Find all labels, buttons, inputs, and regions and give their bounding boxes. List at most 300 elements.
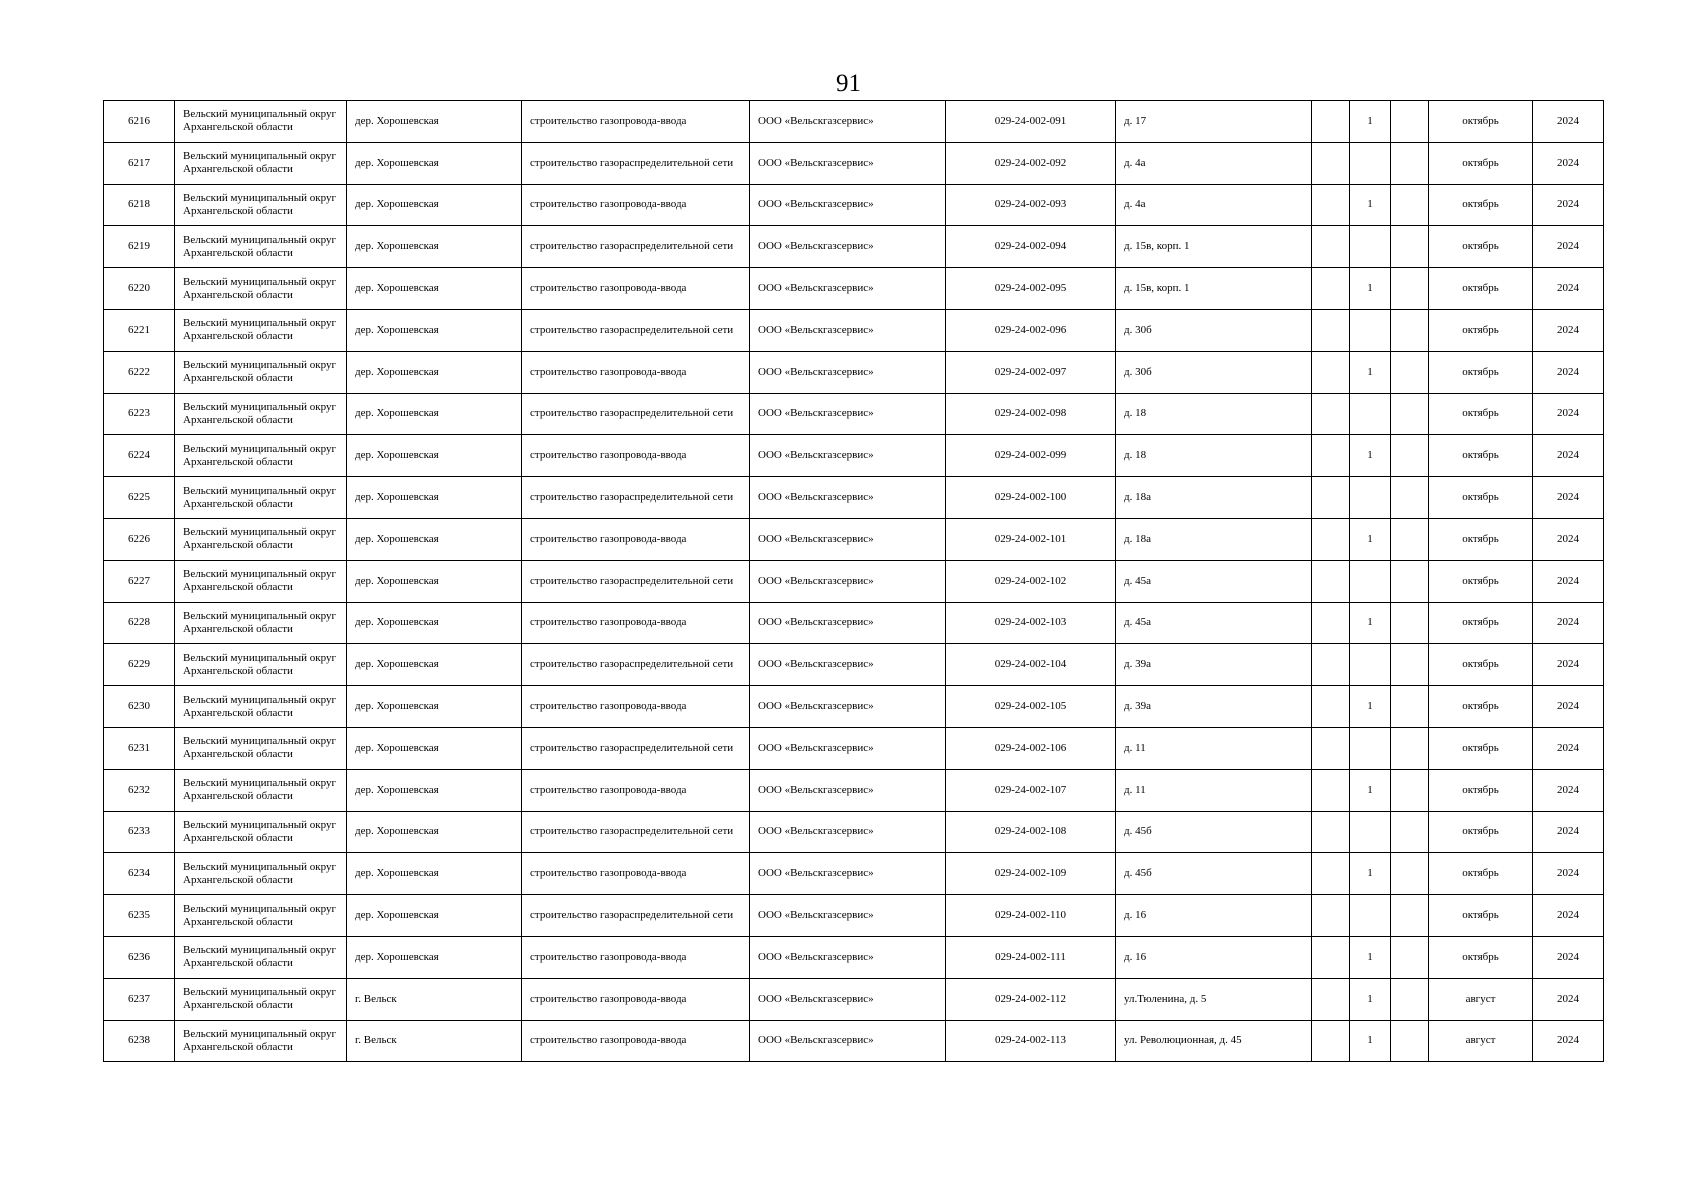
registry-code-cell: 029-24-002-092 bbox=[946, 142, 1116, 184]
registry-code-cell: 029-24-002-100 bbox=[946, 477, 1116, 519]
table-row bbox=[104, 393, 1604, 435]
organization-cell: ООО «Вельскгазсервис» bbox=[750, 184, 946, 226]
year-cell: 2024 bbox=[1533, 351, 1604, 393]
count-cell: 1 bbox=[1350, 268, 1391, 310]
work-type-cell: строительство газопровода-ввода bbox=[522, 936, 750, 978]
registry-code-cell: 029-24-002-104 bbox=[946, 644, 1116, 686]
address-cell: д. 39а bbox=[1116, 686, 1312, 728]
row-number: 6228 bbox=[104, 602, 175, 644]
row-number: 6219 bbox=[104, 226, 175, 268]
empty-cell bbox=[1391, 101, 1429, 143]
table-row bbox=[104, 811, 1604, 853]
address-cell: д. 11 bbox=[1116, 769, 1312, 811]
address-cell: д. 45б bbox=[1116, 811, 1312, 853]
row-number: 6224 bbox=[104, 435, 175, 477]
empty-cell bbox=[1312, 101, 1350, 143]
registry-table bbox=[103, 100, 1604, 1062]
organization-cell: ООО «Вельскгазсервис» bbox=[750, 686, 946, 728]
month-cell: октябрь bbox=[1429, 853, 1533, 895]
empty-cell bbox=[1391, 477, 1429, 519]
locality-cell: дер. Хорошевская bbox=[347, 811, 522, 853]
count-cell: 1 bbox=[1350, 853, 1391, 895]
registry-code-cell: 029-24-002-101 bbox=[946, 518, 1116, 560]
month-cell: октябрь bbox=[1429, 727, 1533, 769]
year-cell: 2024 bbox=[1533, 853, 1604, 895]
empty-cell bbox=[1391, 435, 1429, 477]
address-cell: д. 30б bbox=[1116, 309, 1312, 351]
month-cell: август bbox=[1429, 978, 1533, 1020]
table-row bbox=[104, 518, 1604, 560]
address-cell: ул.Тюленина, д. 5 bbox=[1116, 978, 1312, 1020]
table-row bbox=[104, 853, 1604, 895]
table-row bbox=[104, 895, 1604, 937]
address-cell: д. 15в, корп. 1 bbox=[1116, 268, 1312, 310]
locality-cell: дер. Хорошевская bbox=[347, 351, 522, 393]
locality-cell: г. Вельск bbox=[347, 978, 522, 1020]
district-cell: Вельский муниципальный округ Архангельской области bbox=[175, 1020, 347, 1062]
address-cell: д. 18а bbox=[1116, 518, 1312, 560]
month-cell: октябрь bbox=[1429, 560, 1533, 602]
empty-cell bbox=[1312, 853, 1350, 895]
organization-cell: ООО «Вельскгазсервис» bbox=[750, 895, 946, 937]
month-cell: октябрь bbox=[1429, 351, 1533, 393]
month-cell: октябрь bbox=[1429, 226, 1533, 268]
row-number: 6223 bbox=[104, 393, 175, 435]
count-cell bbox=[1350, 226, 1391, 268]
row-number: 6229 bbox=[104, 644, 175, 686]
empty-cell bbox=[1312, 936, 1350, 978]
year-cell: 2024 bbox=[1533, 393, 1604, 435]
month-cell: октябрь bbox=[1429, 602, 1533, 644]
table-row bbox=[104, 477, 1604, 519]
organization-cell: ООО «Вельскгазсервис» bbox=[750, 226, 946, 268]
year-cell: 2024 bbox=[1533, 895, 1604, 937]
district-cell: Вельский муниципальный округ Архангельской области bbox=[175, 602, 347, 644]
empty-cell bbox=[1391, 853, 1429, 895]
year-cell: 2024 bbox=[1533, 518, 1604, 560]
count-cell: 1 bbox=[1350, 351, 1391, 393]
month-cell: август bbox=[1429, 1020, 1533, 1062]
organization-cell: ООО «Вельскгазсервис» bbox=[750, 351, 946, 393]
work-type-cell: строительство газопровода-ввода bbox=[522, 769, 750, 811]
address-cell: д. 16 bbox=[1116, 936, 1312, 978]
count-cell: 1 bbox=[1350, 602, 1391, 644]
district-cell: Вельский муниципальный округ Архангельской области bbox=[175, 853, 347, 895]
work-type-cell: строительство газопровода-ввода bbox=[522, 351, 750, 393]
locality-cell: дер. Хорошевская bbox=[347, 435, 522, 477]
district-cell: Вельский муниципальный округ Архангельской области bbox=[175, 811, 347, 853]
empty-cell bbox=[1312, 602, 1350, 644]
district-cell: Вельский муниципальный округ Архангельской области bbox=[175, 393, 347, 435]
row-number: 6222 bbox=[104, 351, 175, 393]
row-number: 6234 bbox=[104, 853, 175, 895]
row-number: 6226 bbox=[104, 518, 175, 560]
empty-cell bbox=[1312, 686, 1350, 728]
empty-cell bbox=[1391, 602, 1429, 644]
work-type-cell: строительство газораспределительной сети bbox=[522, 226, 750, 268]
month-cell: октябрь bbox=[1429, 769, 1533, 811]
locality-cell: дер. Хорошевская bbox=[347, 686, 522, 728]
row-number: 6237 bbox=[104, 978, 175, 1020]
row-number: 6220 bbox=[104, 268, 175, 310]
count-cell bbox=[1350, 560, 1391, 602]
empty-cell bbox=[1391, 727, 1429, 769]
table-row bbox=[104, 727, 1604, 769]
district-cell: Вельский муниципальный округ Архангельской области bbox=[175, 142, 347, 184]
district-cell: Вельский муниципальный округ Архангельской области bbox=[175, 560, 347, 602]
organization-cell: ООО «Вельскгазсервис» bbox=[750, 644, 946, 686]
empty-cell bbox=[1312, 644, 1350, 686]
address-cell: д. 4а bbox=[1116, 142, 1312, 184]
address-cell: д. 11 bbox=[1116, 727, 1312, 769]
registry-code-cell: 029-24-002-113 bbox=[946, 1020, 1116, 1062]
registry-code-cell: 029-24-002-106 bbox=[946, 727, 1116, 769]
empty-cell bbox=[1391, 184, 1429, 226]
table-row bbox=[104, 978, 1604, 1020]
locality-cell: дер. Хорошевская bbox=[347, 184, 522, 226]
empty-cell bbox=[1312, 1020, 1350, 1062]
registry-code-cell: 029-24-002-111 bbox=[946, 936, 1116, 978]
district-cell: Вельский муниципальный округ Архангельской области bbox=[175, 518, 347, 560]
registry-code-cell: 029-24-002-107 bbox=[946, 769, 1116, 811]
registry-code-cell: 029-24-002-112 bbox=[946, 978, 1116, 1020]
row-number: 6227 bbox=[104, 560, 175, 602]
year-cell: 2024 bbox=[1533, 101, 1604, 143]
work-type-cell: строительство газопровода-ввода bbox=[522, 435, 750, 477]
work-type-cell: строительство газораспределительной сети bbox=[522, 309, 750, 351]
month-cell: октябрь bbox=[1429, 686, 1533, 728]
registry-code-cell: 029-24-002-098 bbox=[946, 393, 1116, 435]
empty-cell bbox=[1391, 978, 1429, 1020]
year-cell: 2024 bbox=[1533, 1020, 1604, 1062]
table-row bbox=[104, 351, 1604, 393]
year-cell: 2024 bbox=[1533, 686, 1604, 728]
table-row bbox=[104, 1020, 1604, 1062]
work-type-cell: строительство газопровода-ввода bbox=[522, 1020, 750, 1062]
month-cell: октябрь bbox=[1429, 477, 1533, 519]
empty-cell bbox=[1312, 142, 1350, 184]
empty-cell bbox=[1312, 477, 1350, 519]
month-cell: октябрь bbox=[1429, 184, 1533, 226]
locality-cell: дер. Хорошевская bbox=[347, 769, 522, 811]
table-row bbox=[104, 686, 1604, 728]
district-cell: Вельский муниципальный округ Архангельской области bbox=[175, 435, 347, 477]
work-type-cell: строительство газораспределительной сети bbox=[522, 477, 750, 519]
work-type-cell: строительство газопровода-ввода bbox=[522, 268, 750, 310]
table-row bbox=[104, 936, 1604, 978]
address-cell: д. 15в, корп. 1 bbox=[1116, 226, 1312, 268]
organization-cell: ООО «Вельскгазсервис» bbox=[750, 602, 946, 644]
district-cell: Вельский муниципальный округ Архангельской области bbox=[175, 309, 347, 351]
year-cell: 2024 bbox=[1533, 184, 1604, 226]
empty-cell bbox=[1391, 560, 1429, 602]
locality-cell: дер. Хорошевская bbox=[347, 309, 522, 351]
count-cell bbox=[1350, 811, 1391, 853]
empty-cell bbox=[1312, 727, 1350, 769]
table-row bbox=[104, 560, 1604, 602]
registry-code-cell: 029-24-002-105 bbox=[946, 686, 1116, 728]
empty-cell bbox=[1391, 268, 1429, 310]
table-row bbox=[104, 184, 1604, 226]
locality-cell: дер. Хорошевская bbox=[347, 727, 522, 769]
address-cell: д. 18 bbox=[1116, 435, 1312, 477]
count-cell: 1 bbox=[1350, 1020, 1391, 1062]
count-cell: 1 bbox=[1350, 435, 1391, 477]
address-cell: д. 17 bbox=[1116, 101, 1312, 143]
month-cell: октябрь bbox=[1429, 435, 1533, 477]
count-cell: 1 bbox=[1350, 769, 1391, 811]
work-type-cell: строительство газопровода-ввода bbox=[522, 518, 750, 560]
empty-cell bbox=[1312, 811, 1350, 853]
empty-cell bbox=[1391, 936, 1429, 978]
row-number: 6236 bbox=[104, 936, 175, 978]
month-cell: октябрь bbox=[1429, 811, 1533, 853]
district-cell: Вельский муниципальный округ Архангельской области bbox=[175, 936, 347, 978]
registry-code-cell: 029-24-002-094 bbox=[946, 226, 1116, 268]
address-cell: д. 16 bbox=[1116, 895, 1312, 937]
registry-body bbox=[104, 101, 1604, 1062]
registry-code-cell: 029-24-002-091 bbox=[946, 101, 1116, 143]
locality-cell: дер. Хорошевская bbox=[347, 101, 522, 143]
organization-cell: ООО «Вельскгазсервис» bbox=[750, 853, 946, 895]
empty-cell bbox=[1312, 560, 1350, 602]
table-row bbox=[104, 142, 1604, 184]
organization-cell: ООО «Вельскгазсервис» bbox=[750, 560, 946, 602]
count-cell bbox=[1350, 142, 1391, 184]
count-cell: 1 bbox=[1350, 101, 1391, 143]
empty-cell bbox=[1391, 686, 1429, 728]
month-cell: октябрь bbox=[1429, 309, 1533, 351]
row-number: 6235 bbox=[104, 895, 175, 937]
district-cell: Вельский муниципальный округ Архангельской области bbox=[175, 184, 347, 226]
organization-cell: ООО «Вельскгазсервис» bbox=[750, 309, 946, 351]
work-type-cell: строительство газораспределительной сети bbox=[522, 895, 750, 937]
year-cell: 2024 bbox=[1533, 435, 1604, 477]
empty-cell bbox=[1391, 1020, 1429, 1062]
empty-cell bbox=[1391, 644, 1429, 686]
work-type-cell: строительство газопровода-ввода bbox=[522, 101, 750, 143]
district-cell: Вельский муниципальный округ Архангельской области bbox=[175, 351, 347, 393]
district-cell: Вельский муниципальный округ Архангельской области bbox=[175, 895, 347, 937]
empty-cell bbox=[1391, 309, 1429, 351]
empty-cell bbox=[1391, 811, 1429, 853]
registry-code-cell: 029-24-002-093 bbox=[946, 184, 1116, 226]
locality-cell: г. Вельск bbox=[347, 1020, 522, 1062]
locality-cell: дер. Хорошевская bbox=[347, 560, 522, 602]
locality-cell: дер. Хорошевская bbox=[347, 602, 522, 644]
address-cell: д. 30б bbox=[1116, 351, 1312, 393]
locality-cell: дер. Хорошевская bbox=[347, 268, 522, 310]
empty-cell bbox=[1312, 393, 1350, 435]
year-cell: 2024 bbox=[1533, 268, 1604, 310]
locality-cell: дер. Хорошевская bbox=[347, 853, 522, 895]
table-row bbox=[104, 226, 1604, 268]
organization-cell: ООО «Вельскгазсервис» bbox=[750, 142, 946, 184]
work-type-cell: строительство газораспределительной сети bbox=[522, 560, 750, 602]
district-cell: Вельский муниципальный округ Архангельской области bbox=[175, 644, 347, 686]
locality-cell: дер. Хорошевская bbox=[347, 142, 522, 184]
table-row bbox=[104, 101, 1604, 143]
empty-cell bbox=[1312, 518, 1350, 560]
address-cell: д. 45а bbox=[1116, 560, 1312, 602]
row-number: 6230 bbox=[104, 686, 175, 728]
year-cell: 2024 bbox=[1533, 309, 1604, 351]
empty-cell bbox=[1391, 895, 1429, 937]
empty-cell bbox=[1391, 351, 1429, 393]
month-cell: октябрь bbox=[1429, 101, 1533, 143]
address-cell: д. 39а bbox=[1116, 644, 1312, 686]
row-number: 6238 bbox=[104, 1020, 175, 1062]
empty-cell bbox=[1391, 518, 1429, 560]
month-cell: октябрь bbox=[1429, 393, 1533, 435]
year-cell: 2024 bbox=[1533, 602, 1604, 644]
address-cell: д. 4а bbox=[1116, 184, 1312, 226]
month-cell: октябрь bbox=[1429, 142, 1533, 184]
empty-cell bbox=[1391, 226, 1429, 268]
year-cell: 2024 bbox=[1533, 811, 1604, 853]
empty-cell bbox=[1312, 226, 1350, 268]
table-row bbox=[104, 644, 1604, 686]
work-type-cell: строительство газопровода-ввода bbox=[522, 978, 750, 1020]
work-type-cell: строительство газопровода-ввода bbox=[522, 602, 750, 644]
registry-code-cell: 029-24-002-095 bbox=[946, 268, 1116, 310]
month-cell: октябрь bbox=[1429, 268, 1533, 310]
month-cell: октябрь bbox=[1429, 518, 1533, 560]
district-cell: Вельский муниципальный округ Архангельской области bbox=[175, 226, 347, 268]
empty-cell bbox=[1391, 393, 1429, 435]
count-cell bbox=[1350, 895, 1391, 937]
empty-cell bbox=[1312, 435, 1350, 477]
year-cell: 2024 bbox=[1533, 226, 1604, 268]
year-cell: 2024 bbox=[1533, 769, 1604, 811]
registry-code-cell: 029-24-002-097 bbox=[946, 351, 1116, 393]
registry-code-cell: 029-24-002-108 bbox=[946, 811, 1116, 853]
row-number: 6231 bbox=[104, 727, 175, 769]
page-number: 91 bbox=[836, 70, 861, 97]
count-cell: 1 bbox=[1350, 936, 1391, 978]
address-cell: д. 18 bbox=[1116, 393, 1312, 435]
year-cell: 2024 bbox=[1533, 936, 1604, 978]
count-cell bbox=[1350, 727, 1391, 769]
empty-cell bbox=[1312, 351, 1350, 393]
address-cell: д. 45а bbox=[1116, 602, 1312, 644]
year-cell: 2024 bbox=[1533, 978, 1604, 1020]
count-cell: 1 bbox=[1350, 686, 1391, 728]
organization-cell: ООО «Вельскгазсервис» bbox=[750, 1020, 946, 1062]
registry-code-cell: 029-24-002-099 bbox=[946, 435, 1116, 477]
empty-cell bbox=[1312, 769, 1350, 811]
work-type-cell: строительство газораспределительной сети bbox=[522, 811, 750, 853]
count-cell: 1 bbox=[1350, 978, 1391, 1020]
count-cell bbox=[1350, 477, 1391, 519]
organization-cell: ООО «Вельскгазсервис» bbox=[750, 477, 946, 519]
work-type-cell: строительство газораспределительной сети bbox=[522, 727, 750, 769]
registry-code-cell: 029-24-002-110 bbox=[946, 895, 1116, 937]
work-type-cell: строительство газораспределительной сети bbox=[522, 142, 750, 184]
registry-code-cell: 029-24-002-096 bbox=[946, 309, 1116, 351]
work-type-cell: строительство газораспределительной сети bbox=[522, 393, 750, 435]
organization-cell: ООО «Вельскгазсервис» bbox=[750, 518, 946, 560]
table-row bbox=[104, 602, 1604, 644]
locality-cell: дер. Хорошевская bbox=[347, 393, 522, 435]
organization-cell: ООО «Вельскгазсервис» bbox=[750, 435, 946, 477]
district-cell: Вельский муниципальный округ Архангельской области bbox=[175, 101, 347, 143]
table-row bbox=[104, 769, 1604, 811]
locality-cell: дер. Хорошевская bbox=[347, 518, 522, 560]
registry-code-cell: 029-24-002-109 bbox=[946, 853, 1116, 895]
locality-cell: дер. Хорошевская bbox=[347, 226, 522, 268]
work-type-cell: строительство газопровода-ввода bbox=[522, 686, 750, 728]
year-cell: 2024 bbox=[1533, 727, 1604, 769]
work-type-cell: строительство газопровода-ввода bbox=[522, 184, 750, 226]
empty-cell bbox=[1312, 978, 1350, 1020]
year-cell: 2024 bbox=[1533, 142, 1604, 184]
year-cell: 2024 bbox=[1533, 477, 1604, 519]
organization-cell: ООО «Вельскгазсервис» bbox=[750, 811, 946, 853]
organization-cell: ООО «Вельскгазсервис» bbox=[750, 727, 946, 769]
table-row bbox=[104, 268, 1604, 310]
address-cell: д. 18а bbox=[1116, 477, 1312, 519]
district-cell: Вельский муниципальный округ Архангельской области bbox=[175, 268, 347, 310]
organization-cell: ООО «Вельскгазсервис» bbox=[750, 101, 946, 143]
month-cell: октябрь bbox=[1429, 895, 1533, 937]
district-cell: Вельский муниципальный округ Архангельской области bbox=[175, 978, 347, 1020]
year-cell: 2024 bbox=[1533, 560, 1604, 602]
count-cell: 1 bbox=[1350, 518, 1391, 560]
organization-cell: ООО «Вельскгазсервис» bbox=[750, 769, 946, 811]
district-cell: Вельский муниципальный округ Архангельской области bbox=[175, 686, 347, 728]
locality-cell: дер. Хорошевская bbox=[347, 936, 522, 978]
empty-cell bbox=[1391, 142, 1429, 184]
district-cell: Вельский муниципальный округ Архангельской области bbox=[175, 727, 347, 769]
empty-cell bbox=[1312, 309, 1350, 351]
address-cell: ул. Революционная, д. 45 bbox=[1116, 1020, 1312, 1062]
registry-code-cell: 029-24-002-103 bbox=[946, 602, 1116, 644]
row-number: 6232 bbox=[104, 769, 175, 811]
address-cell: д. 45б bbox=[1116, 853, 1312, 895]
empty-cell bbox=[1312, 895, 1350, 937]
empty-cell bbox=[1391, 769, 1429, 811]
registry-code-cell: 029-24-002-102 bbox=[946, 560, 1116, 602]
organization-cell: ООО «Вельскгазсервис» bbox=[750, 268, 946, 310]
count-cell: 1 bbox=[1350, 184, 1391, 226]
row-number: 6218 bbox=[104, 184, 175, 226]
month-cell: октябрь bbox=[1429, 644, 1533, 686]
locality-cell: дер. Хорошевская bbox=[347, 644, 522, 686]
table-row bbox=[104, 435, 1604, 477]
empty-cell bbox=[1312, 268, 1350, 310]
row-number: 6221 bbox=[104, 309, 175, 351]
row-number: 6217 bbox=[104, 142, 175, 184]
row-number: 6225 bbox=[104, 477, 175, 519]
district-cell: Вельский муниципальный округ Архангельской области bbox=[175, 477, 347, 519]
count-cell bbox=[1350, 393, 1391, 435]
empty-cell bbox=[1312, 184, 1350, 226]
work-type-cell: строительство газораспределительной сети bbox=[522, 644, 750, 686]
count-cell bbox=[1350, 644, 1391, 686]
count-cell bbox=[1350, 309, 1391, 351]
work-type-cell: строительство газопровода-ввода bbox=[522, 853, 750, 895]
locality-cell: дер. Хорошевская bbox=[347, 477, 522, 519]
row-number: 6233 bbox=[104, 811, 175, 853]
year-cell: 2024 bbox=[1533, 644, 1604, 686]
district-cell: Вельский муниципальный округ Архангельской области bbox=[175, 769, 347, 811]
organization-cell: ООО «Вельскгазсервис» bbox=[750, 393, 946, 435]
organization-cell: ООО «Вельскгазсервис» bbox=[750, 978, 946, 1020]
table-row bbox=[104, 309, 1604, 351]
row-number: 6216 bbox=[104, 101, 175, 143]
organization-cell: ООО «Вельскгазсервис» bbox=[750, 936, 946, 978]
